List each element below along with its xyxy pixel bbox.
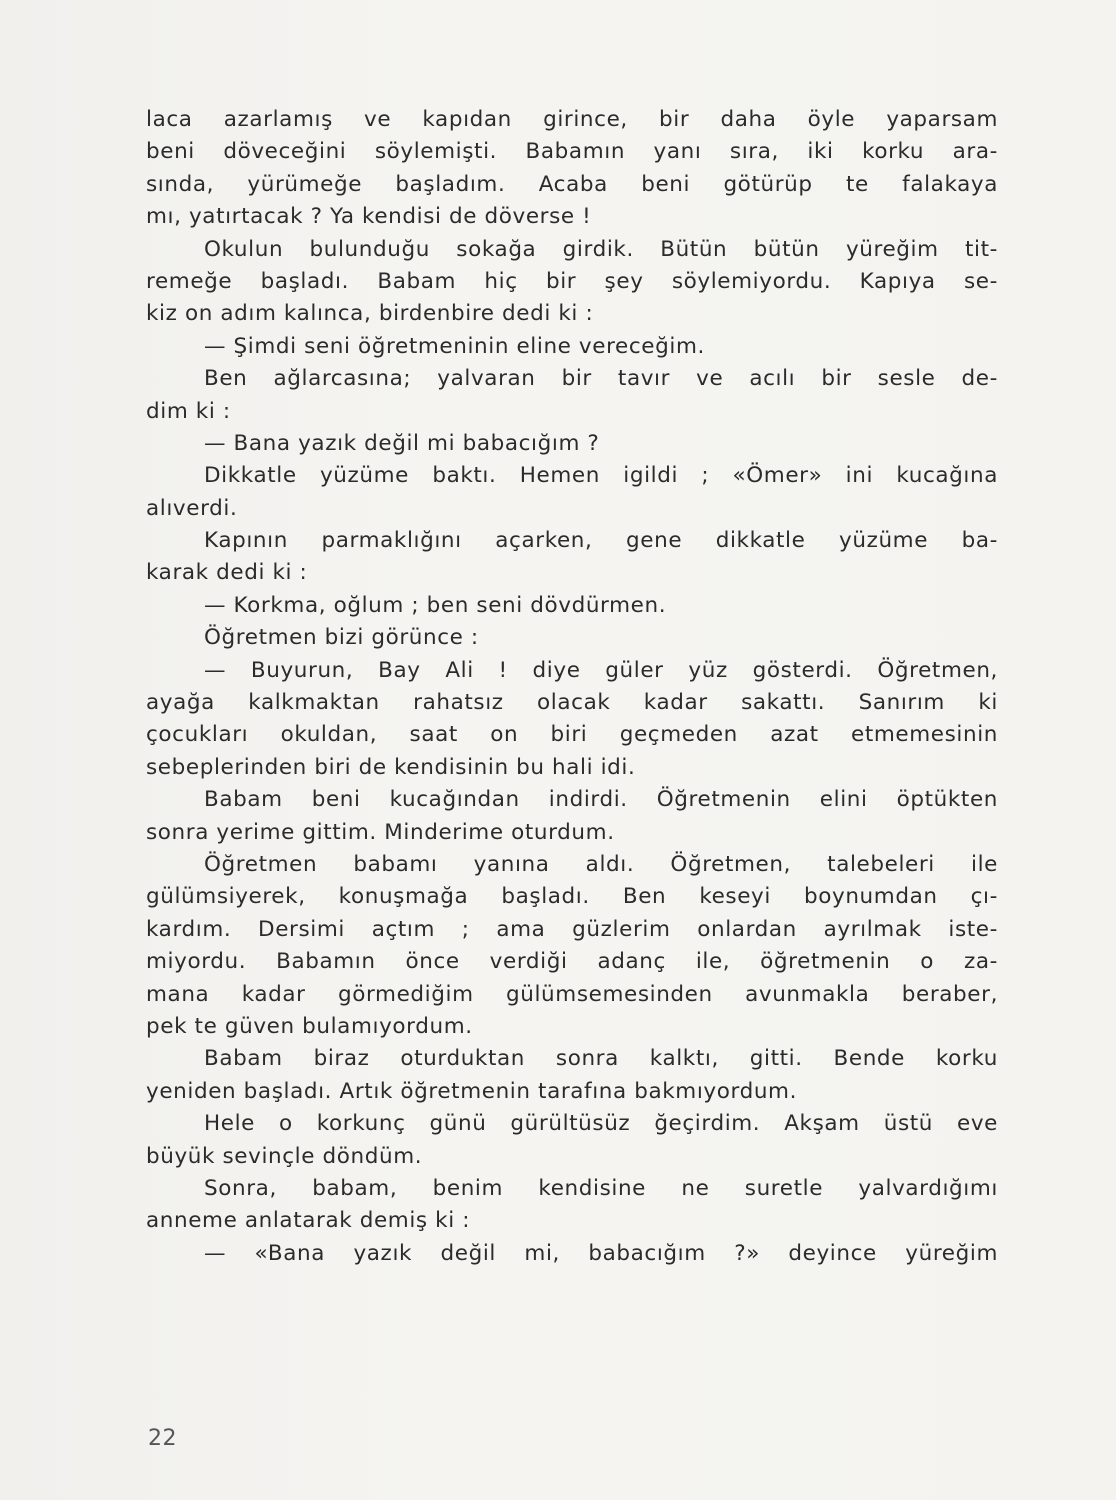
- text-line: ayağa kalkmaktan rahatsız olacak kadar sakattı. Sanırım ki: [146, 690, 998, 716]
- text-line: Dikkatle yüzüme baktı. Hemen igildi ; «Ömer» ini kucağına: [204, 463, 998, 489]
- text-line: alıverdi.: [146, 495, 238, 521]
- text-line: Babam beni kucağından indirdi. Öğretmenin elini öptükten: [204, 787, 998, 813]
- text-line: kiz on adım kalınca, birdenbire dedi ki :: [146, 301, 594, 327]
- body-text: [146, 104, 998, 1270]
- text-line: miyordu. Babamın önce verdiği adanç ile, öğretmenin o za-: [146, 949, 998, 975]
- text-line: — «Bana yazık değil mi, babacığım ?» deyince yüreğim: [204, 1240, 998, 1266]
- text-line: büyük sevinçle döndüm.: [146, 1143, 423, 1169]
- text-line: kardım. Dersimi açtım ; ama güzlerim onlardan ayrılmak iste-: [146, 916, 998, 942]
- text-line: Sonra, babam, benim kendisine ne suretle yalvardığımı: [204, 1175, 998, 1201]
- text-line: yeniden başladı. Artık öğretmenin tarafına bakmıyordum.: [146, 1078, 798, 1104]
- text-line: sebeplerinden biri de kendisinin bu hali idi.: [146, 754, 636, 780]
- text-line: — Bana yazık değil mi babacığım ?: [204, 430, 600, 456]
- page-number: 22: [148, 1426, 177, 1451]
- text-line: mı, yatırtacak ? Ya kendisi de döverse !: [146, 204, 592, 230]
- text-line: Hele o korkunç günü gürültüsüz ğeçirdim. Akşam üstü eve: [204, 1111, 998, 1137]
- text-line: — Buyurun, Bay Ali ! diye güler yüz gösterdi. Öğretmen,: [204, 657, 998, 683]
- text-line: remeğe başladı. Babam hiç bir şey söylemiyordu. Kapıya se-: [146, 268, 998, 294]
- text-line: karak dedi ki :: [146, 560, 308, 586]
- text-line: Öğretmen bizi görünce :: [204, 625, 479, 651]
- text-line: Babam biraz oturduktan sonra kalktı, gitti. Bende korku: [204, 1046, 998, 1072]
- text-line: beni döveceğini söylemişti. Babamın yanı sıra, iki korku ara-: [146, 139, 998, 165]
- text-line: Ben ağlarcasına; yalvaran bir tavır ve acılı bir sesle de-: [204, 366, 998, 392]
- text-line: Okulun bulunduğu sokağa girdik. Bütün bütün yüreğim tit-: [204, 236, 998, 262]
- text-line: mana kadar görmediğim gülümsemesinden avunmakla beraber,: [146, 981, 998, 1007]
- text-line: anneme anlatarak demiş ki :: [146, 1208, 471, 1234]
- text-line: sonra yerime gittim. Minderime oturdum.: [146, 819, 615, 845]
- text-line: çocukları okuldan, saat on biri geçmeden azat etmemesinin: [146, 722, 998, 748]
- text-line: pek te güven bulamıyordum.: [146, 1013, 473, 1039]
- text-line: dim ki :: [146, 398, 231, 424]
- text-line: sında, yürümeğe başladım. Acaba beni götürüp te falakaya: [146, 171, 998, 197]
- text-line: — Şimdi seni öğretmeninin eline vereceğim.: [204, 333, 705, 359]
- text-line: gülümsiyerek, konuşmağa başladı. Ben keseyi boynumdan çı-: [146, 884, 998, 910]
- text-line: — Korkma, oğlum ; ben seni dövdürmen.: [204, 592, 667, 618]
- text-line: Kapının parmaklığını açarken, gene dikkatle yüzüme ba-: [204, 528, 998, 554]
- text-line: laca azarlamış ve kapıdan girince, bir daha öyle yaparsam: [146, 107, 998, 132]
- text-line: Öğretmen babamı yanına aldı. Öğretmen, talebeleri ile: [204, 851, 998, 877]
